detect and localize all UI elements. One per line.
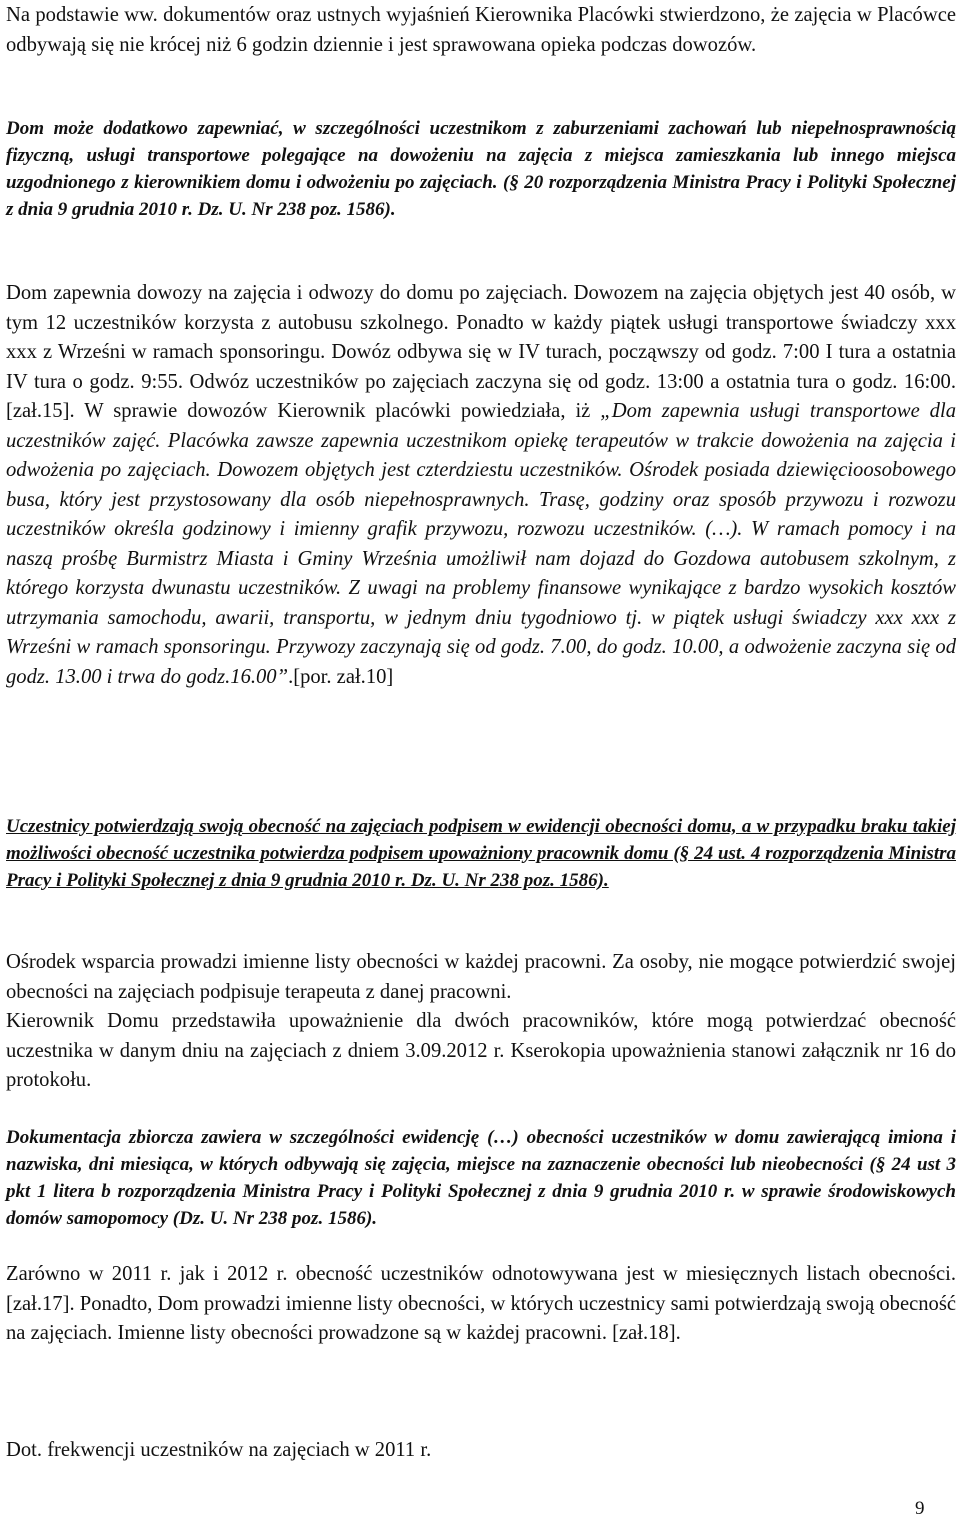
attendance-regulation-text: Uczestnicy potwierdzają swoją obecność na zajęciach podpisem w ewidencji obecności domu, a w przypadku braku takiej możliwości obecność uczestnika potwierdza podpisem upoważniony pracownik domu (§ 24 ust. 4 rozporządzenia Ministra Pracy i Polityki Społecznej z dnia 9 grudnia 2010 r. Dz. U. Nr 238 poz. 1586). bbox=[6, 816, 956, 891]
paragraph-attendance-lists: Ośrodek wsparcia prowadzi imienne listy obecności w każdej pracowni. Za osoby, nie mogące potwierdzić swojej obecności na zajęciach podpisuje terapeuta z danej pracowni. bbox=[6, 951, 956, 1003]
paragraph-attendance-records: Zarówno w 2011 r. jak i 2012 r. obecność uczestników odnotowywana jest w miesięcznych listach obecności. [zał.17]. Ponadto, Dom prowadzi imienne listy obecności, w których uczestnicy sami potwierdzają swoją obecność na zajęciach. Imienne listy obecności prowadzone są w każdej pracowni. [zał.18]. bbox=[6, 1263, 956, 1344]
paragraph-legal-basis-transport: Dom może dodatkowo zapewniać, w szczególności uczestnikom z zaburzeniami zachowań lub niepełnosprawnością fizyczną, usługi transportowe polegające na dowożeniu na zajęcia z miejsca zamieszkania lub innego miejsca uzgodnionego z kierownikiem domu i odwożeniu po zajęciach. (§ 20 rozporządzenia Ministra Pracy i Polityki Społecznej z dnia 9 grudnia 2010 r. Dz. U. Nr 238 poz. 1586). bbox=[6, 118, 956, 220]
paragraph-findings: Na podstawie ww. dokumentów oraz ustnych wyjaśnień Kierownika Placówki stwierdzono, że zajęcia w Placówce odbywają się nie krócej niż 6 godzin dziennie i jest sprawowana opieka podczas dowozów. bbox=[6, 4, 956, 56]
paragraph-legal-basis-attendance bbox=[6, 813, 956, 894]
paragraph-transport-details bbox=[6, 279, 956, 692]
page-number: 9 bbox=[915, 1498, 925, 1519]
attachment-reference: .[por. zał.10] bbox=[288, 665, 394, 688]
transport-facts: Dom zapewnia dowozy na zajęcia i odwozy do domu po zajęciach. Dowozem na zajęcia objętych jest 40 osób, w tym 12 uczestników korzysta z autobusu szkolnego. Ponadto w każdy piątek usługi transportowe świadczy xxx xxx z Wrześni w ramach sponsoringu. Dowóz odbywa się w IV turach, począwszy od godz. 7:00 I tura a ostatnia IV tura o godz. 9:55. Odwóz uczestników po zajęciach zaczyna się od godz. 13:00 a ostatnia tura o godz. 16:00. [zał.15]. W sprawie dowozów Kierownik placówki powiedziała, iż bbox=[6, 282, 956, 422]
paragraph-collective-documentation: Dokumentacja zbiorcza zawiera w szczególności ewidencję (…) obecności uczestników w domu zawierającą imiona i nazwiska, dni miesiąca, w których odbywają się zajęcia, miejsce na zaznaczenie obecności lub nieobecności (§ 24 ust 3 pkt 1 litera b rozporządzenia Ministra Pracy i Polityki Społecznej z dnia 9 grudnia 2010 r. w sprawie środowiskowych domów samopomocy (Dz. U. Nr 238 poz. 1586). bbox=[6, 1127, 956, 1229]
manager-quote: „Dom zapewnia usługi transportowe dla uczestników zajęć. Placówka zawsze zapewnia uczestnikom opiekę terapeutów w trakcie dowożenia na zajęcia i odwożenia po zajęciach. Dowozem objętych jest czterdziestu uczestników. Ośrodek posiada dziewięcioosobowego busa, który jest przystosowany dla osób niepełnosprawnych. Trasę, godziny oraz sposób przywozu i rozwozu uczestników określa godzinowy i imienny grafik przywozu, rozwozu uczestników. (…). W ramach pomocy i na naszą prośbę Burmistrz Miasta i Gminy Września umożliwił nam dojazd do Gozdowa autobusem szkolnym, z którego korzysta dwunastu uczestników. Z uwagi na problemy finansowe wynikające z bardzo wysokich kosztów utrzymania samochodu, awarii, transportu, w jednym dniu tygodniowo tj. w piątek usługi świadczy xxx xxx z Wrześni w ramach sponsoringu. Przywozy zaczynają się od godz. 7.00, do godz. 10.00, a odwożenie zaczyna się od godz. 13.00 i trwa do godz.16.00” bbox=[6, 400, 957, 688]
paragraph-attendance-2011-heading: Dot. frekwencji uczestników na zajęciach w 2011 r. bbox=[6, 1439, 432, 1461]
paragraph-authorization: Kierownik Domu przedstawiła upoważnienie dla dwóch pracowników, które mogą potwierdzać obecność uczestnika w danym dniu na zajęciach z dniem 3.09.2012 r. Kserokopia upoważnienia stanowi załącznik nr 16 do protokołu. bbox=[6, 1010, 956, 1091]
